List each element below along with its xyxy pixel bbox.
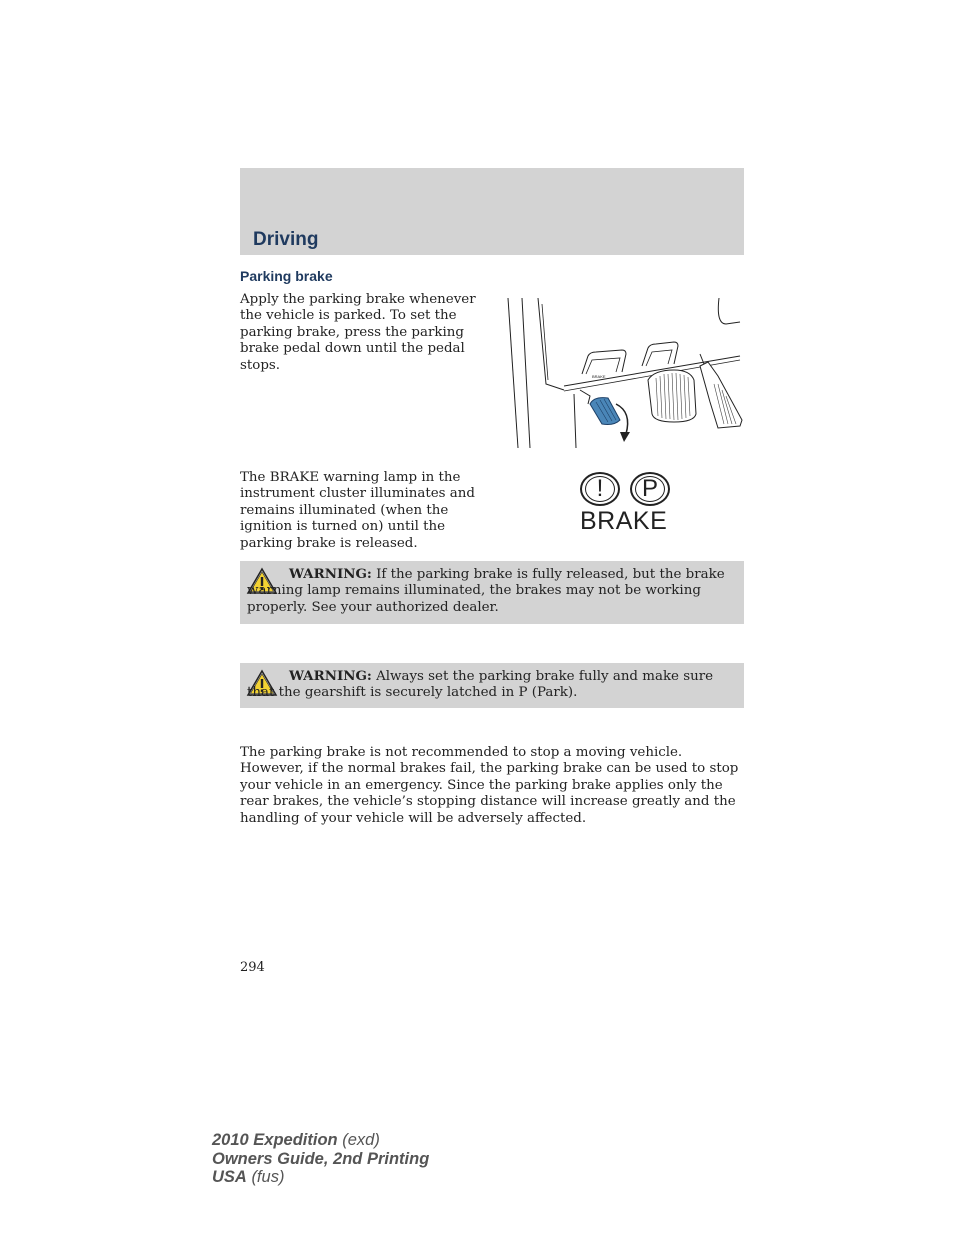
paragraph-brake-warning-lamp: The BRAKE warning lamp in the instrument cluster illuminates and remains illuminated (when the ignition is turned on) until the parking brake is released. [240, 470, 475, 551]
park-glyph: P [641, 475, 658, 502]
paragraph-emergency-use: The parking brake is not recommended to stop a moving vehicle. However, if the normal brakes fail, the parking brake can be used to stop your vehicle in an emergency. Since the parking brake applies only the rear brakes, the vehicle’s stopping distance will increase greatly and the handling of your vehicle will be adversely affected. [240, 745, 739, 826]
parking-brake-pedal-illustration [504, 294, 744, 450]
footer-model: 2010 Expedition [212, 1131, 338, 1149]
warning-label: WARNING: [289, 668, 372, 684]
warning-text [247, 668, 732, 702]
warning-label: WARNING: [289, 566, 372, 582]
subheading-parking-brake: Parking brake [240, 268, 333, 284]
footer-model-code: (exd) [342, 1131, 380, 1149]
exclamation-glyph: ! [596, 475, 604, 502]
paragraph-set-parking-brake: Apply the parking brake whenever the vehicle is parked. To set the parking brake, press the parking brake pedal down until the pedal stops. [240, 292, 476, 373]
section-title: Driving [253, 229, 319, 250]
footer-market-code: (fus) [251, 1168, 285, 1186]
warning-text [247, 566, 732, 616]
footer-line-3 [212, 1168, 429, 1187]
footer-guide-edition: Owners Guide, 2nd Printing [212, 1149, 430, 1168]
warning-box-set-parking-brake [240, 663, 744, 708]
warning-box-lamp-illuminated [240, 561, 744, 624]
footer-line-1 [212, 1131, 429, 1150]
brake-lamp-label: BRAKE [580, 507, 668, 535]
section-header-band [240, 168, 744, 255]
footer-market: USA [212, 1168, 247, 1186]
warning-message: Always set the parking brake fully and make sure that the gearshift is securely latched in P (Park). [247, 669, 714, 701]
footer-line-2 [212, 1150, 429, 1169]
page-number: 294 [240, 960, 265, 975]
document-footer [212, 1131, 429, 1187]
warning-message: If the parking brake is fully released, but the brake warning lamp remains illuminated, the brakes may not be working properly. See your authorized dealer. [247, 567, 725, 615]
brake-warning-lamp-symbol [576, 472, 676, 536]
pedal-label-text: BRAKE [592, 374, 606, 379]
